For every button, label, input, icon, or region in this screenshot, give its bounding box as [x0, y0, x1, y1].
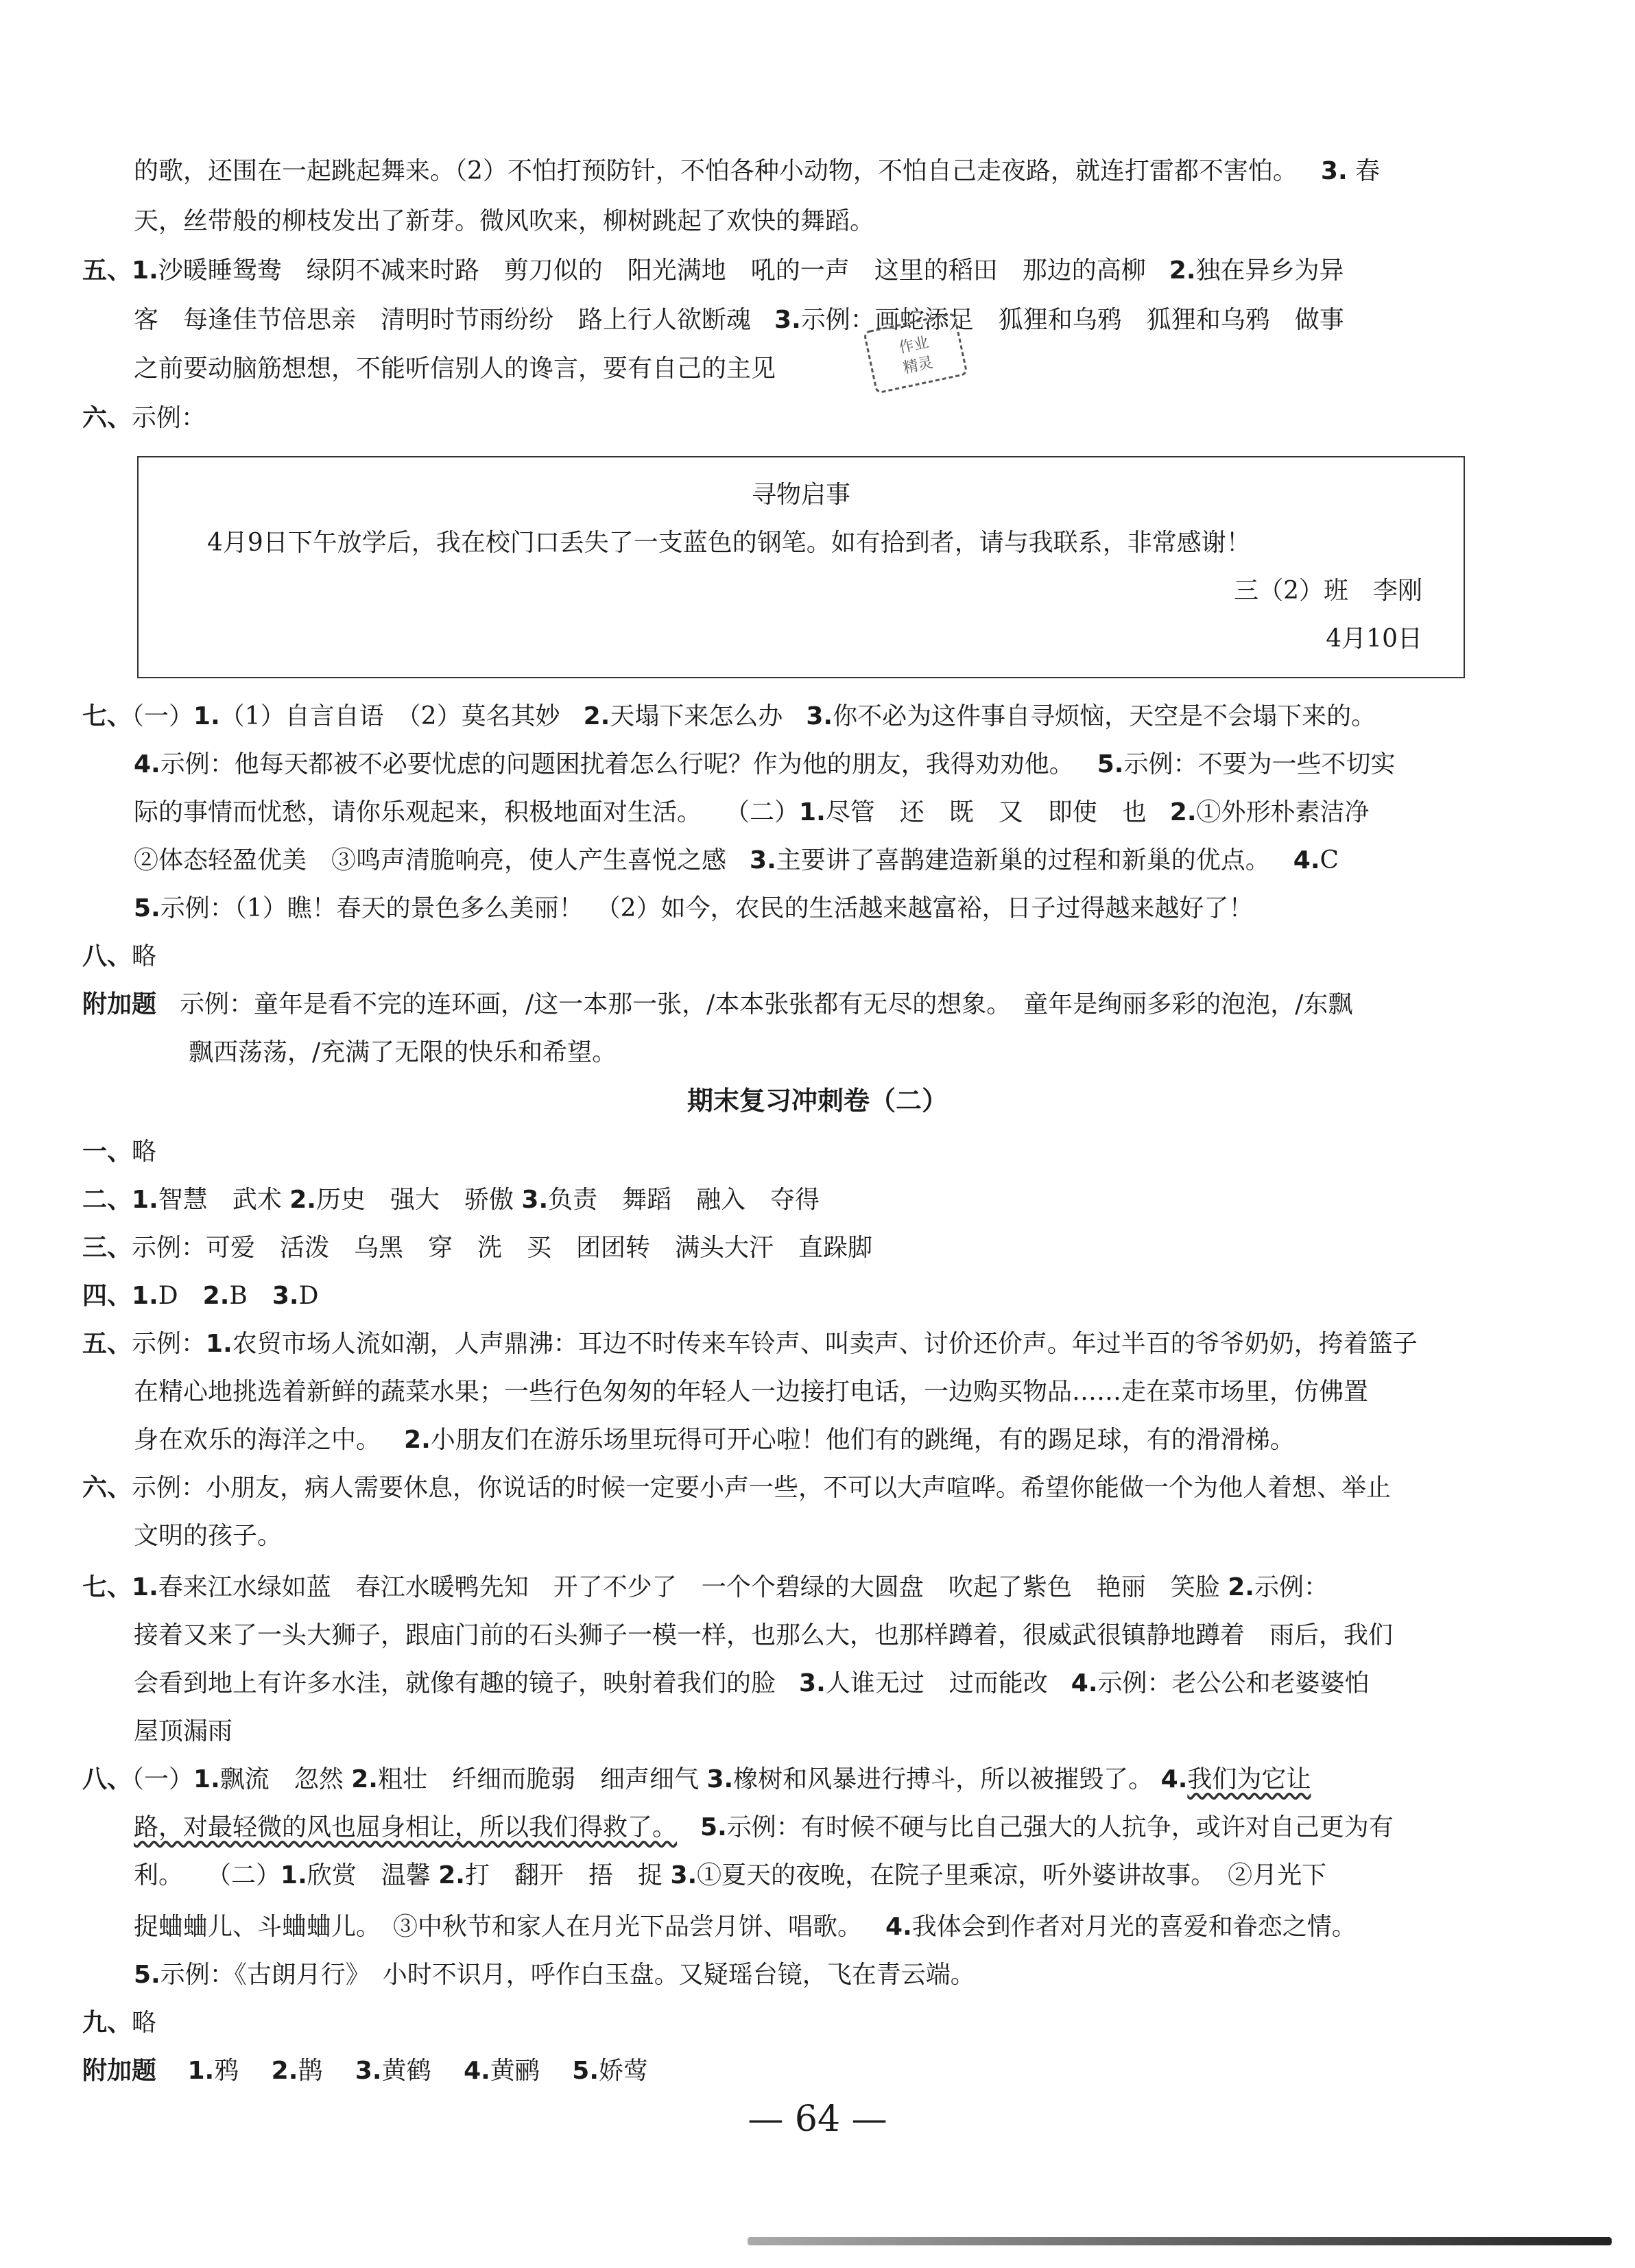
notice-signer: 三（2）班 李刚: [1234, 577, 1422, 605]
text-line: 附加题 示例：童年是看不完的连环画，/这一本那一张，/本本张张都有无尽的想象。 童年是绚丽多彩的泡泡，/东飘: [82, 990, 1353, 1018]
notice-body: 4月9日下午放学后，我在校门口丢失了一支蓝色的钢笔。如有拾到者，请与我联系，非常感谢！: [207, 529, 1251, 557]
text-line: 六、示例：小朋友，病人需要休息，你说话的时候一定要小声一些，不可以大声喧哗。希望你能做一个为他人着想、举止: [82, 1474, 1392, 1502]
lost-item-notice: [137, 456, 1465, 678]
text-line: 天，丝带般的柳枝发出了新芽。微风吹来，柳树跳起了欢快的舞蹈。: [134, 207, 875, 235]
text-line: 5.示例：《古朗月行》 小时不识月，呼作白玉盘。又疑瑶台镜，飞在青云端。: [134, 1961, 975, 1989]
text-line: 路，对最轻微的风也屈身相让，所以我们得救了。 5.示例：有时候不硬与比自己强大的人抗争，或许对自己更为有: [134, 1813, 1394, 1841]
svg-text:精灵: 精灵: [901, 354, 935, 377]
text-line: ②体态轻盈优美 ③鸣声清脆响亮，使人产生喜悦之感 3.主要讲了喜鹊建造新巢的过程和新巢的优点。 4.C: [134, 846, 1339, 874]
text-line: 身在欢乐的海洋之中。 2.小朋友们在游乐场里玩得可开心啦！他们有的跳绳，有的踢足球，有的滑滑梯。: [134, 1426, 1295, 1454]
text-line: 在精心地挑选着新鲜的蔬菜水果；一些行色匆匆的年轻人一边接打电话，一边购买物品……走在菜市场里，仿佛置: [134, 1378, 1369, 1406]
text-line: 飘西荡荡，/充满了无限的快乐和希望。: [189, 1038, 617, 1066]
text-line: 4.示例：他每天都被不必要忧虑的问题困扰着怎么行呢？作为他的朋友，我得劝劝他。 5.示例：不要为一些不切实: [134, 750, 1396, 778]
text-line: 屋顶漏雨: [134, 1717, 233, 1745]
text-line: 会看到地上有许多水洼，就像有趣的镜子，映射着我们的脸 3.人谁无过 过而能改 4.示例：老公公和老婆婆怕: [134, 1669, 1370, 1697]
text-line: 二、1.智慧 武术 2.历史 强大 骄傲 3.负责 舞蹈 融入 夺得: [82, 1186, 820, 1214]
text-line: 三、示例：可爱 活泼 乌黑 穿 洗 买 团团转 满头大汗 直跺脚: [82, 1234, 873, 1262]
extra-answer: 1.鸦: [187, 2057, 239, 2085]
scan-edge: [748, 2237, 1612, 2245]
extra-answer: 5.娇莺: [572, 2057, 649, 2085]
text-line: 接着又来了一头大狮子，跟庙门前的石头狮子一模一样，也那么大，也那样蹲着，很威武很镇静地蹲着 雨后，我们: [134, 1621, 1394, 1649]
svg-text:作业: 作业: [897, 333, 931, 357]
text-line: 七、1.春来江水绿如蓝 春江水暖鸭先知 开了不少了 一个个碧绿的大圆盘 吹起了紫色 艳丽 笑脸 2.示例：: [82, 1573, 1328, 1601]
text-line: 五、1.沙暖睡鸳鸯 绿阴不减来时路 剪刀似的 阳光满地 吼的一声 这里的稻田 那边的高柳 2.独在异乡为异: [82, 256, 1344, 285]
text-line: 六、示例：: [82, 404, 206, 432]
text-line: 附加题 1.鸦 2.鹊 3.黄鹤 4.黄鹂 5.娇莺: [82, 2057, 649, 2085]
text-line: 文明的孩子。: [134, 1522, 283, 1550]
text-line: 捉蛐蛐儿、斗蛐蛐儿。 ③中秋节和家人在月光下品尝月饼、唱歌。 4.我体会到作者对月光的喜爱和眷恋之情。: [134, 1913, 1357, 1941]
text-line: 之前要动脑筋想想，不能听信别人的谗言，要有自己的主见: [134, 355, 776, 383]
text-line: 五、示例：1.农贸市场人流如潮，人声鼎沸：耳边不时传来车铃声、叫卖声、讨价还价声。年过半百的爷爷奶奶，挎着篮子: [82, 1330, 1418, 1358]
text-line: 九、略: [82, 2009, 157, 2037]
extra-answer: 4.黄鹂: [464, 2057, 540, 2085]
text-line: 八、（一）1.飘流 忽然 2.粗壮 纤细而脆弱 细声细气 3.橡树和风暴进行搏斗，所以被摧毁了。 4.我们为它让: [82, 1765, 1311, 1793]
notice-title: 寻物启事: [751, 481, 850, 509]
text-line: 八、略: [82, 942, 157, 970]
page-number: — 64 —: [748, 2099, 887, 2140]
extra-answer: 2.鹊: [271, 2057, 323, 2085]
text-line: 客 每逢佳节倍思亲 清明时节雨纷纷 路上行人欲断魂 3.示例：画蛇添足 狐狸和乌鸦 狐狸和乌鸦 做事: [134, 306, 1344, 334]
text-line: 的歌，还围在一起跳起舞来。（2）不怕打预防针，不怕各种小动物，不怕自己走夜路，就连打雷都不害怕。 3. 春: [134, 157, 1381, 185]
extra-answer: 3.黄鹤: [355, 2057, 431, 2085]
text-line: 七、（一）1.（1）自言自语 （2）莫名其妙 2.天塌下来怎么办 3.你不必为这件事自寻烦恼，天空是不会塌下来的。: [82, 702, 1376, 730]
text-line: 四、1.D 2.B 3.D: [82, 1282, 319, 1310]
text-line: 5.示例：（1）瞧！春天的景色多么美丽！ （2）如今，农民的生活越来越富裕，日子过得越来越好了！: [134, 894, 1254, 922]
text-line: 际的事情而忧愁，请你乐观起来，积极地面对生活。 （二）1.尽管 还 既 又 即使 也 2.①外形朴素洁净: [134, 798, 1370, 826]
notice-date: 4月10日: [1326, 625, 1422, 653]
text-line: 利。 （二）1.欣赏 温馨 2.打 翻开 捂 捉 3.①夏天的夜晚，在院子里乘凉，听外婆讲故事。 ②月光下: [134, 1861, 1327, 1889]
text-line: 一、略: [82, 1138, 157, 1166]
section-heading: 期末复习冲刺卷（二）: [687, 1086, 948, 1116]
